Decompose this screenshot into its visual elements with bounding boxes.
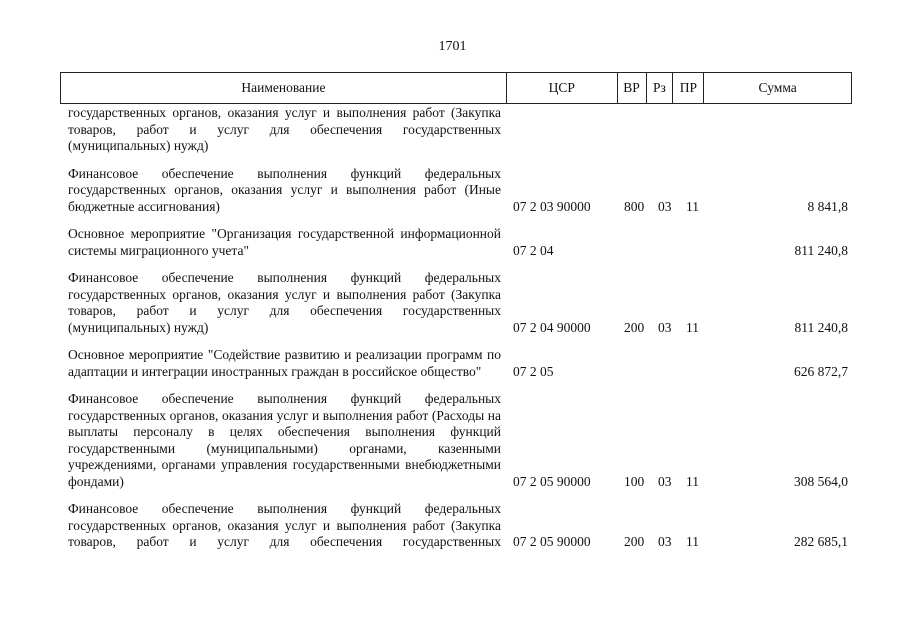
table-header xyxy=(60,72,852,104)
row-rz: 03 xyxy=(658,473,672,489)
row-csr: 07 2 03 90000 xyxy=(513,198,591,214)
header-csr: ЦСР xyxy=(507,73,618,103)
row-pr: 11 xyxy=(686,473,699,489)
table-row xyxy=(0,270,905,336)
table-row xyxy=(0,226,905,259)
row-sum: 811 240,8 xyxy=(794,242,848,258)
row-vr: 800 xyxy=(624,198,645,214)
row-csr: 07 2 04 xyxy=(513,242,554,258)
row-sum: 626 872,7 xyxy=(794,363,848,379)
row-name: Финансовое обеспечение выполнения функций федеральных государственных органов, оказания услуг и выполнения работ (Закупка товаров, работ и услуг для обеспечения государственных xyxy=(68,501,501,549)
row-sum: 8 841,8 xyxy=(807,198,848,214)
row-rz: 03 xyxy=(658,534,672,549)
table-row xyxy=(0,391,905,490)
header-vr: ВР xyxy=(618,73,647,103)
page-number: 1701 xyxy=(438,39,467,54)
header-name: Наименование xyxy=(61,73,507,103)
row-name: Финансовое обеспечение выполнения функций федеральных государственных органов, оказания услуг и выполнения работ (Иные бюджетные ассигнования) xyxy=(68,165,501,214)
table-row xyxy=(0,347,905,380)
table-row xyxy=(0,501,905,551)
header-sum: Сумма xyxy=(758,80,797,95)
row-vr: 200 xyxy=(624,534,645,549)
row-csr: 07 2 04 90000 xyxy=(513,319,591,335)
row-vr: 200 xyxy=(624,319,645,335)
row-rz: 03 xyxy=(658,319,672,335)
row-rz: 03 xyxy=(658,198,672,214)
row-sum: 282 685,1 xyxy=(794,534,848,549)
table-row xyxy=(0,166,905,216)
table-row xyxy=(0,105,905,155)
row-name: Основное мероприятие "Организация государственной информационной системы миграционного учета" xyxy=(68,226,501,258)
row-sum: 811 240,8 xyxy=(794,319,848,335)
row-sum: 308 564,0 xyxy=(794,473,848,489)
row-name: Основное мероприятие "Содействие развитию и реализации программ по адаптации и интеграции иностранных граждан в российское общество" xyxy=(68,347,501,379)
table-body xyxy=(0,105,905,551)
row-csr: 07 2 05 90000 xyxy=(513,473,591,489)
row-vr: 100 xyxy=(624,473,645,489)
row-pr: 11 xyxy=(686,319,699,335)
row-name: Финансовое обеспечение выполнения функций федеральных государственных органов, оказания услуг и выполнения работ (Расходы на выплаты персоналу в целях обеспечения выполнения функций государственными (муниципальными) органами, казенными учреждениями, органами управления государственными внебюджетными фондами) xyxy=(68,391,501,489)
row-pr: 11 xyxy=(686,198,699,214)
row-name: Финансовое обеспечение выполнения функций федеральных государственных органов, оказания услуг и выполнения работ (Закупка товаров, работ и услуг для обеспечения государственных (муниципальных) нужд) xyxy=(68,270,501,335)
row-name: государственных органов, оказания услуг и выполнения работ (Закупка товаров, работ и услуг для обеспечения государственных (муниципальных) нужд) xyxy=(68,105,501,153)
row-csr: 07 2 05 xyxy=(513,363,554,379)
row-pr: 11 xyxy=(686,534,699,549)
header-pr: ПР xyxy=(673,73,704,103)
row-csr: 07 2 05 90000 xyxy=(513,534,591,549)
header-rz: Рз xyxy=(647,73,674,103)
